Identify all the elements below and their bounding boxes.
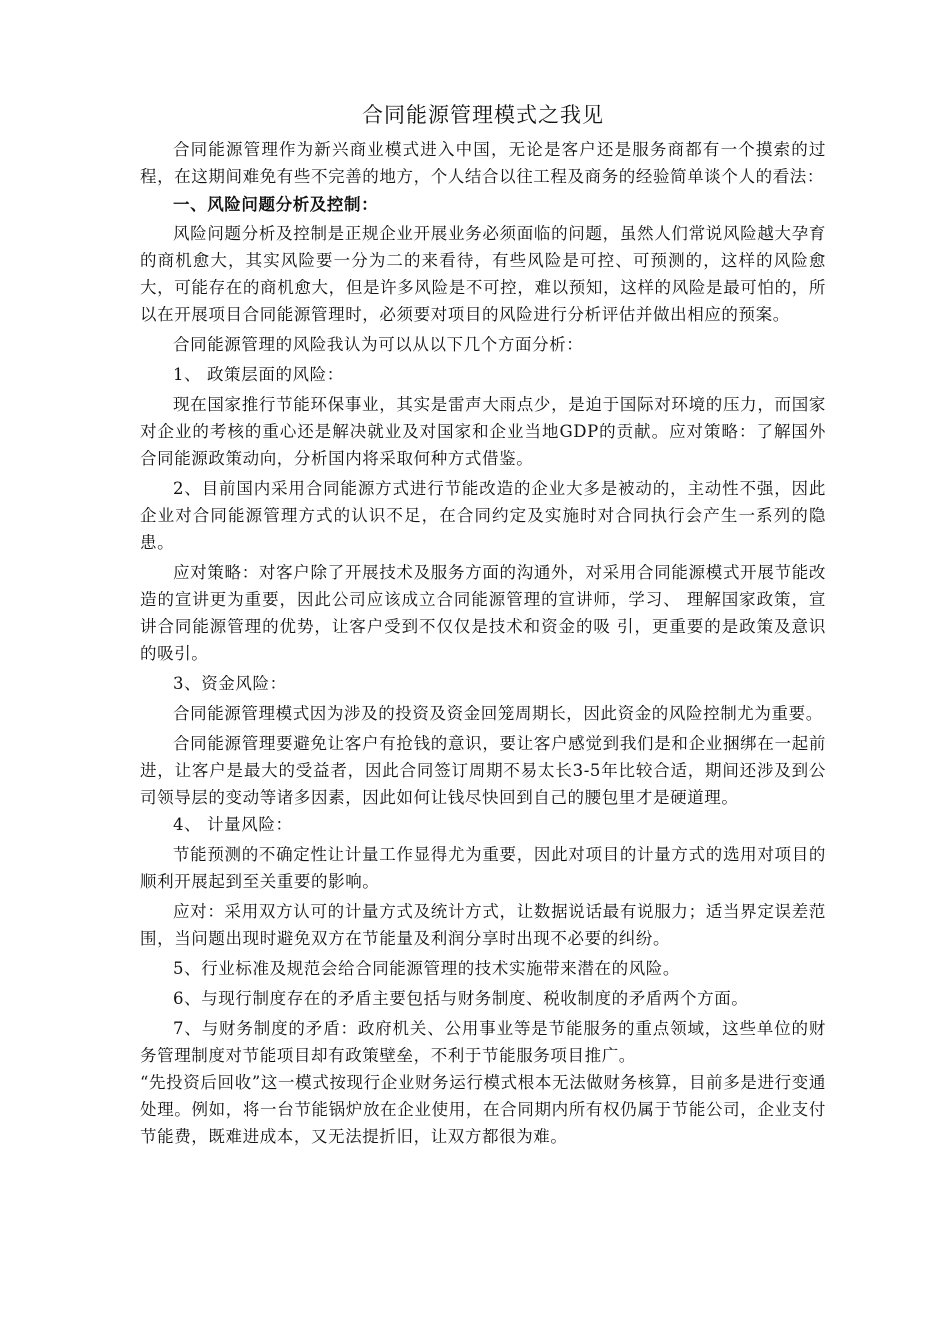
paragraph-intro: 合同能源管理作为新兴商业模式进入中国，无论是客户还是服务商都有一个摸索的过程，在这期间难免有些不完善的地方，个人结合以往工程及商务的经验简单谈个人的看法： xyxy=(140,140,826,186)
paragraph-strategy: 应对策略：对客户除了开展技术及服务方面的沟通外，对采用合同能源模式开展节能改造的宣讲更为重要，因此公司应该成立合同能源管理的宣讲师，学习、 理解国家政策，宣讲合同能源管理的优势，让客户受到不仅仅是技术和资金的吸 引，更重要的是政策及意识的吸引。 xyxy=(140,563,826,663)
paragraph-risk-aspects: 合同能源管理的风险我认为可以从以下几个方面分析： xyxy=(173,335,584,354)
list-item-capital-risk: 3、资金风险： xyxy=(173,674,287,693)
paragraph-capital-detail: 合同能源管理要避免让客户有抢钱的意识，要让客户感觉到我们是和企业捆绑在一起前进，让客户是最大的受益者，因此合同签订周期不易太长3-5年比较合适，期间还涉及到公司领导层的变动等诸多因素，因此如何让钱尽快回到自己的腰包里才是硬道理。 xyxy=(140,734,826,807)
list-item-system-conflict: 6、与现行制度存在的矛盾主要包括与财务制度、税收制度的矛盾两个方面。 xyxy=(173,989,749,1008)
paragraph-capital: 合同能源管理模式因为涉及的投资及资金回笼周期长，因此资金的风险控制尤为重要。 xyxy=(173,704,823,723)
list-item-metering-risk: 4、 计量风险： xyxy=(173,815,293,834)
paragraph-metering: 节能预测的不确定性让计量工作显得尤为重要，因此对项目的计量方式的选用对项目的顺利开展起到至关重要的影响。 xyxy=(140,845,826,891)
paragraph-risk-analysis: 风险问题分析及控制是正规企业开展业务必须面临的问题，虽然人们常说风险越大孕育的商机愈大，其实风险要一分为二的来看待，有些风险是可控、可预测的，这样的风险愈大，可能存在的商机愈大，但是许多风险是不可控，难以预知，这样的风险是最可怕的，所以在开展项目合同能源管理时，必须要对项目的风险进行分析评估并做出相应的预案。 xyxy=(140,224,826,324)
document-title: 合同能源管理模式之我见 xyxy=(362,103,604,127)
paragraph-metering-response: 应对：采用双方认可的计量方式及统计方式，让数据说话最有说服力；适当界定误差范围，当问题出现时避免双方在节能量及利润分享时出现不必要的纠纷。 xyxy=(140,902,826,948)
document-body xyxy=(140,100,826,1150)
paragraph-passive-enterprises: 2、目前国内采用合同能源方式进行节能改造的企业大多是被动的，主动性不强，因此企业对合同能源管理方式的认识不足，在合同约定及实施时对合同执行会产生一系列的隐患。 xyxy=(140,479,826,552)
list-item-policy-risk: 1、 政策层面的风险： xyxy=(173,365,344,384)
paragraph-policy: 现在国家推行节能环保事业，其实是雷声大雨点少，是迫于国际对环境的压力，而国家对企业的考核的重心还是解决就业及对国家和企业当地GDP的贡献。应对策略：了解国外合同能源政策动向，分析国内将采取何种方式借鉴。 xyxy=(140,395,826,468)
list-item-standards-risk: 5、行业标准及规范会给合同能源管理的技术实施带来潜在的风险。 xyxy=(173,959,680,978)
list-item-finance-conflict: 7、与财务制度的矛盾：政府机关、公用事业等是节能服务的重点领域，这些单位的财务管理制度对节能项目却有政策壁垒，不利于节能服务项目推广。 xyxy=(140,1019,826,1065)
paragraph-invest-recover: “先投资后回收”这一模式按现行企业财务运行模式根本无法做财务核算，目前多是进行变通处理。例如，将一台节能锅炉放在企业使用，在合同期内所有权仍属于节能公司，企业支付节能费，既难进成本，又无法提折旧，让双方都很为难。 xyxy=(140,1073,826,1146)
section-heading-risk: 一、风险问题分析及控制： xyxy=(173,195,379,214)
